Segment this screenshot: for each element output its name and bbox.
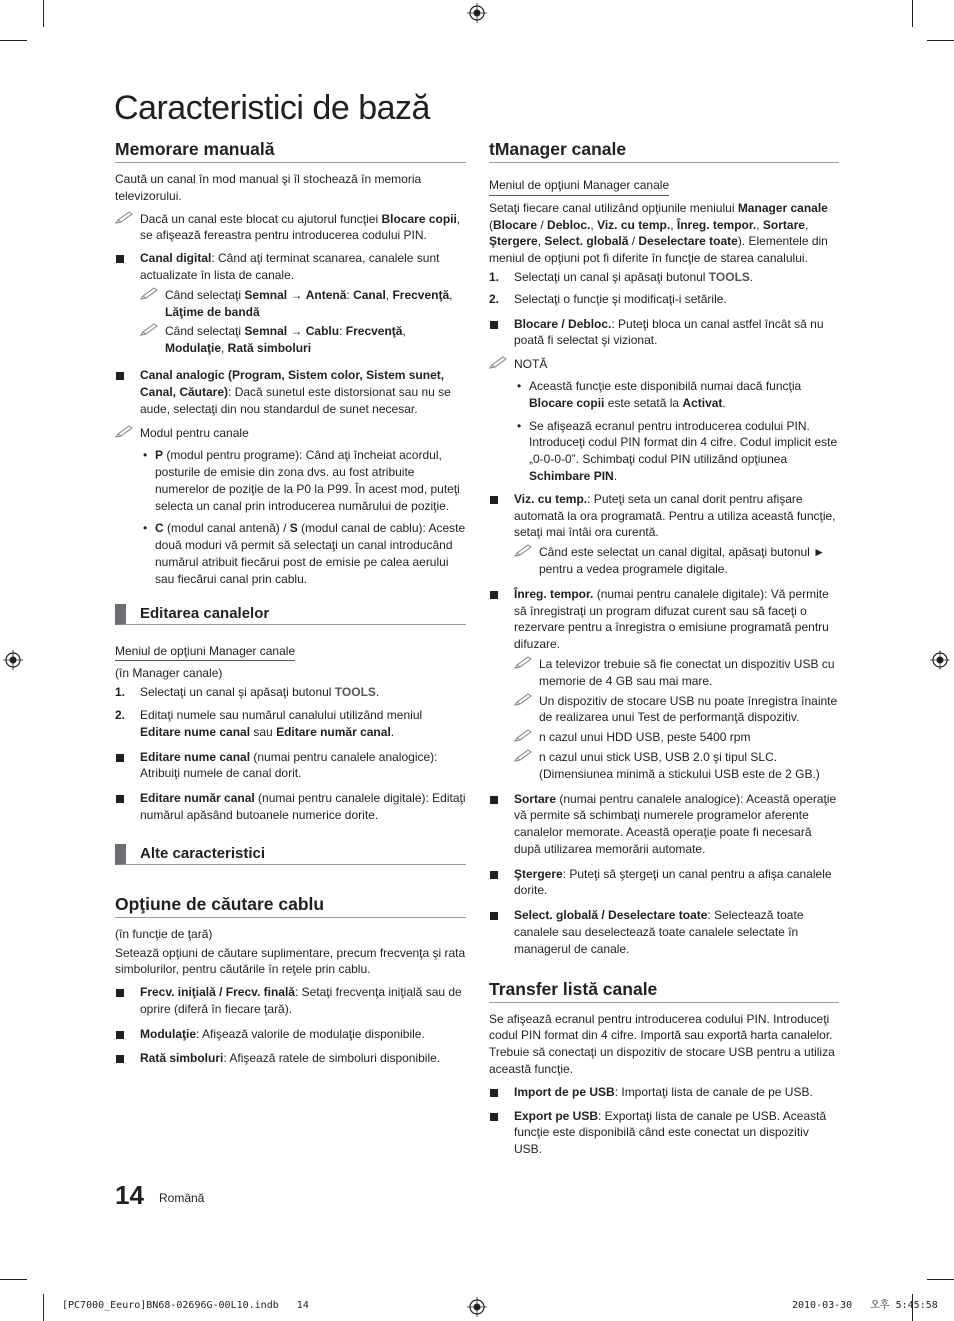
paragraph: Caută un canal în mod manual şi îl stochează în memoria televizorului. xyxy=(115,172,422,203)
crop-mark xyxy=(43,0,44,27)
square-bullet-icon xyxy=(490,321,498,329)
paragraph: (în Manager canale) xyxy=(115,666,223,681)
list-item: • Această funcţie este disponibilă numai dacă funcţia Blocare copii este setată la Activat. xyxy=(517,378,802,410)
list-item: Export pe USB: Exportaţi lista de canale pe USB. Această funcţie este disponibilă când este conectat un dispozitiv USB. xyxy=(489,1108,839,1158)
note: Dacă un canal este blocat cu ajutorul funcţiei Blocare copii, se afişează fereastra pentru introducerea codului PIN. xyxy=(115,211,466,245)
list-item: • P (modul pentru programe): Când aţi încheiat acordul, posturile de emisie din zona dvs. au fost atribuite numerelor de poziţie de la P0 la P99. În acest mod, puteţi selecta un canal prin introducerea numărului de poziţie. xyxy=(143,448,460,513)
left-column xyxy=(115,138,466,1074)
square-bullet-icon xyxy=(490,1089,498,1097)
list-item: Select. globală / Deselectare toate: Selectează toate canalele sau deselectează toate canalele selectate în managerul de canale. xyxy=(489,907,839,957)
list-item: Canal digital: Când aţi terminat scanarea, canalele sunt actualizate în lista de canale. Când selectaţi Semnal → Antenă: Canal, Frecvenţă, Lăţime de bandă Când selectaţi Semnal → Cablu: Frecvenţă, Modulaţie, Rată simboluri xyxy=(115,250,466,357)
list-item: Blocare / Debloc.: Puteţi bloca un canal astfel încât să nu poată fi selectat şi vizionat. xyxy=(489,316,839,350)
pencil-note-icon xyxy=(140,323,160,337)
list-item: Editare nume canal (numai pentru canalele analogice): Atribuiţi numele de canal dorit. xyxy=(115,749,466,783)
pencil-note-icon xyxy=(514,656,534,670)
list-item: Modulaţie: Afişează valorile de modulaţie disponibile. xyxy=(115,1026,466,1043)
crop-mark xyxy=(927,1279,954,1280)
step-number: 2. xyxy=(489,291,500,306)
pencil-note-icon xyxy=(140,287,160,301)
dot-bullet-icon: • xyxy=(143,521,148,536)
footer-file-info: [PC7000_Eeuro]BN68-02696G-00L10.indb 14 xyxy=(62,1300,309,1311)
paragraph: (în funcţie de ţară) xyxy=(115,926,213,941)
step-number: 1. xyxy=(115,685,126,700)
list-item: Canal analogic (Program, Sistem color, Sistem sunet, Canal, Căutare): Dacă sunetul este distorsionat sau nu se aude, selectaţi din nou standardul de sunet necesar. xyxy=(115,367,466,417)
step-item: 2. Editaţi numele sau numărul canalului utilizând meniul Editare nume canal sau Editare număr canal. xyxy=(115,707,423,739)
list-item: • C (modul canal antenă) / S (modul canal de cablu): Aceste două moduri vă permit să selectaţi un canal introducând numărul atribuit fiecărui post de emisie pe calea aerului sau fiecărui canal prin cablu. xyxy=(143,521,466,586)
crop-mark xyxy=(43,1294,44,1321)
registration-mark-icon xyxy=(3,650,23,670)
note: Un dispozitiv de stocare USB nu poate înregistra înainte de realizarea unui Test de performanţă dispozitiv. xyxy=(514,693,839,727)
dot-bullet-icon: • xyxy=(143,448,148,463)
square-bullet-icon xyxy=(490,796,498,804)
square-bullet-icon xyxy=(116,1055,124,1063)
crop-mark xyxy=(912,0,913,27)
note: n cazul unui stick USB, USB 2.0 şi tipul SLC. (Dimensiunea minimă a stickului USB este de 2 GB.) xyxy=(514,749,839,783)
list-item: Frecv. iniţială / Frecv. finală: Setaţi frecvenţa iniţială sau de oprire (diferă în fiecare ţară). xyxy=(115,984,466,1018)
list-item: Viz. cu temp.: Puteţi seta un canal dorit pentru afişare automată la ora programată. Pentru a utiliza această funcţie, setaţi mai întâi ora curentă. Când este selectat un canal digital, apăsaţi butonul ► pentru a vedea programele digitale. xyxy=(489,491,839,578)
step-item: 1. Selectaţi un canal şi apăsaţi butonul TOOLS. xyxy=(489,269,754,284)
paragraph: Se afişează ecranul pentru introducerea codului PIN. Introduceţi codul PIN format din 4 cifre. Importă sau exportă harta canalelor. Trebuie să conectaţi un dispozitiv de stocare USB pentru a utiliza această funcţie. xyxy=(489,1011,835,1077)
note: Când este selectat un canal digital, apăsaţi butonul ► pentru a vedea programele digitale. xyxy=(514,544,839,578)
square-bullet-icon xyxy=(116,255,124,263)
section-heading-memorare: Memorare manuală xyxy=(115,138,466,163)
paragraph: Setaţi fiecare canal utilizând opţiunile meniului Manager canale (Blocare / Debloc., Viz. cu temp., Înreg. tempor., Sortare, Ştergere, Select. globală / Deselectare toate). Elementele din meniul de opţiuni pot fi diferite în funcţie de starea canalului. xyxy=(489,200,828,266)
square-bullet-icon xyxy=(116,372,124,380)
square-bullet-icon xyxy=(490,591,498,599)
step-number: 1. xyxy=(489,269,500,284)
section-heading-tmanager: tManager canale xyxy=(489,138,839,163)
pencil-note-icon xyxy=(489,356,509,370)
menu-label: Meniul de opţiuni Manager canale xyxy=(489,177,669,196)
list-item: Editare număr canal (numai pentru canalele digitale): Editaţi numărul apăsând butoanele numerice dorite. xyxy=(115,790,466,824)
right-column xyxy=(489,138,839,1165)
dot-bullet-icon: • xyxy=(517,378,522,393)
pencil-note-icon xyxy=(514,544,534,558)
crop-mark xyxy=(0,1279,27,1280)
list-item: • Se afişează ecranul pentru introducerea codului PIN. Introduceţi codul PIN format din 4 cifre. Codul implicit este „0-0-0-0”. Schimbaţi codul PIN utilizând opţiunea Schimbare PIN. xyxy=(517,418,838,483)
list-item: Înreg. tempor. (numai pentru canalele digitale): Vă permite să înregistraţi un program difuzat curent sau să faceţi o rezervare pentru a înregistra o emisiune programată pentru difuzare. La televizor trebuie să fie conectat un dispozitiv USB cu memorie de 4 GB sau mai mare. Un dispozitiv de stocare USB nu poate înregistra înainte de realizarea unui Test de performanţă dispozitiv. n cazul unui HDD USB, peste 5400 rpm n cazul unui stick USB, USB 2.0 şi tipul SLC. (Dimensiunea minimă a stickului USB este de 2 GB.) xyxy=(489,586,839,783)
language-label: Română xyxy=(159,1191,205,1205)
pencil-note-icon xyxy=(115,425,135,439)
subsection-heading-editarea: Editarea canalelor xyxy=(115,604,466,625)
note: La televizor trebuie să fie conectat un dispozitiv USB cu memorie de 4 GB sau mai mare. xyxy=(514,656,839,690)
note: n cazul unui HDD USB, peste 5400 rpm xyxy=(514,729,839,746)
square-bullet-icon xyxy=(116,1031,124,1039)
crop-mark xyxy=(927,40,954,41)
list-item: Ştergere: Puteţi să ştergeţi un canal pentru a afişa canalele dorite. xyxy=(489,866,839,900)
note: Când selectaţi Semnal → Cablu: Frecvenţă, Modulaţie, Rată simboluri xyxy=(140,323,466,357)
square-bullet-icon xyxy=(490,496,498,504)
menu-label: Meniul de opţiuni Manager canale xyxy=(115,643,295,662)
square-bullet-icon xyxy=(116,795,124,803)
section-heading-transfer: Transfer listă canale xyxy=(489,978,839,1003)
registration-mark-icon xyxy=(467,3,487,23)
square-bullet-icon xyxy=(490,912,498,920)
list-item: Rată simboluri: Afişează ratele de simboluri disponibile. xyxy=(115,1050,466,1067)
page-number: 14 xyxy=(115,1180,144,1210)
registration-mark-icon xyxy=(930,650,950,670)
pencil-note-icon xyxy=(514,693,534,707)
square-bullet-icon xyxy=(490,1113,498,1121)
pencil-note-icon xyxy=(514,729,534,743)
note: NOTĂ • Această funcţie este disponibilă numai dacă funcţia Blocare copii este setată la Activat. • Se afişează ecranul pentru introducerea codului PIN. Introduceţi codul PIN format din 4 cifre. Codul implicit este „0-0-0-0”. Schimbaţi codul PIN utilizând opţiunea Schimbare PIN. xyxy=(489,356,839,485)
pencil-note-icon xyxy=(514,749,534,763)
step-item: 1. Selectaţi un canal şi apăsaţi butonul TOOLS. xyxy=(115,685,380,700)
square-bullet-icon xyxy=(116,754,124,762)
list-item: Sortare (numai pentru canalele analogice): Această operaţie vă permite să schimbaţi numerele programelor aferente canalelor memorate. Această operaţie poate fi necesară după utilizarea memorării automate. xyxy=(489,791,839,858)
crop-mark xyxy=(0,40,27,41)
note: Când selectaţi Semnal → Antenă: Canal, Frecvenţă, Lăţime de bandă xyxy=(140,287,466,321)
page-title: Caracteristici de bază xyxy=(114,89,430,127)
step-item: 2. Selectaţi o funcţie şi modificaţi-i setările. xyxy=(489,291,727,306)
footer-date-info: 2010-03-30 오후 5:45:58 xyxy=(792,1300,938,1311)
dot-bullet-icon: • xyxy=(517,418,522,433)
section-heading-cautare: Opţiune de căutare cablu xyxy=(115,893,466,918)
note: Modul pentru canale • P (modul pentru programe): Când aţi încheiat acordul, posturile de emisie din zona dvs. au fost atribuite numerelor de poziţie de la P0 la P99. În acest mod, puteţi selecta un canal prin introducerea numărului de poziţie. • C (modul canal antenă) / S (modul canal de cablu): Aceste două moduri vă permit să selectaţi un canal introducând numărul atribuit fiecărui post de emisie pe calea aerului sau fiecărui canal prin cablu. xyxy=(115,425,466,587)
paragraph: Setează opţiuni de căutare suplimentare, precum frecvenţa şi rata simbolurilor, pentru căutările în reţele prin cablu. xyxy=(115,945,466,977)
pencil-note-icon xyxy=(115,211,135,225)
square-bullet-icon xyxy=(490,871,498,879)
registration-mark-icon xyxy=(467,1297,487,1317)
square-bullet-icon xyxy=(116,989,124,997)
step-number: 2. xyxy=(115,707,126,722)
subsection-heading-alte: Alte caracteristici xyxy=(115,844,466,865)
list-item: Import de pe USB: Importaţi lista de canale de pe USB. xyxy=(489,1084,839,1101)
